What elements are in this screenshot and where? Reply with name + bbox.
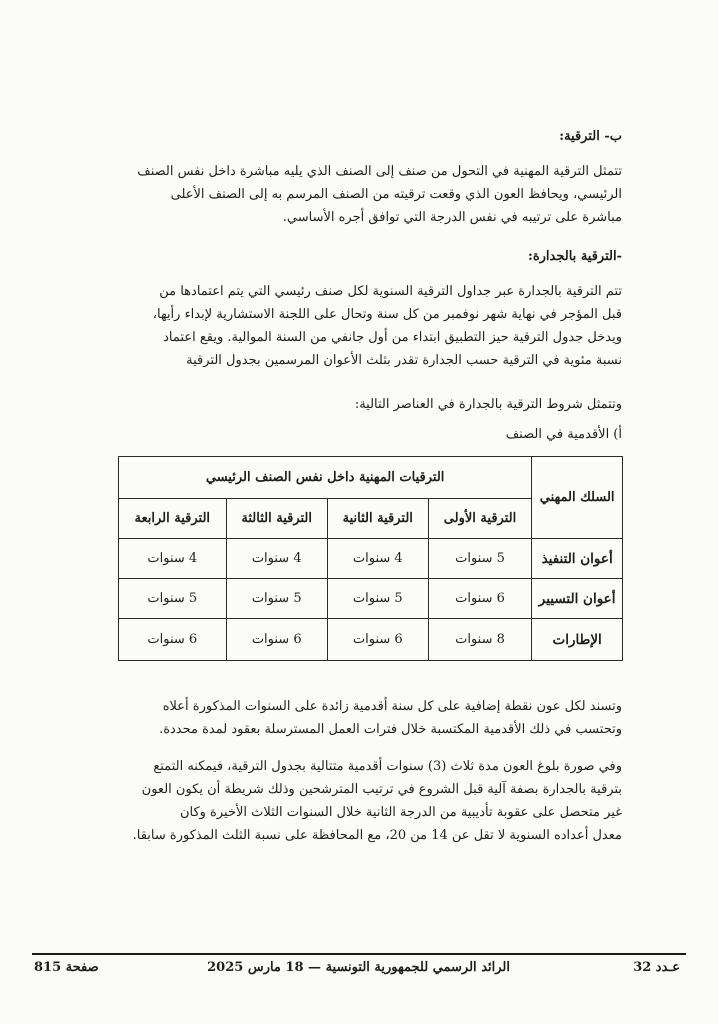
footer-page-number: صفحة 815 <box>34 960 99 975</box>
row-header: أعوان التسيير <box>532 579 623 619</box>
footer-issue-number: عـدد 32 <box>633 960 680 975</box>
row-header: الإطارات <box>532 619 623 661</box>
text-line: ويدخل جدول الترقية حيز التطبيق ابتداء من أول جانفي من السنة الموالية. ويقع اعتماد <box>163 330 622 345</box>
table-cell: 6 سنوات <box>119 619 227 661</box>
table-header-corps: السلك المهني <box>532 457 623 539</box>
table-cell: 5 سنوات <box>327 579 428 619</box>
table-cell: 4 سنوات <box>327 539 428 579</box>
section-heading-promotion: ب- الترقية: <box>559 129 622 144</box>
text-line: وتحتسب في ذلك الأقدمية المكتسبة خلال فترات العمل المسترسلة بعقود لمدة محددة. <box>159 722 622 737</box>
text-line: بترقية بالجدارة بصفة آلية قبل الشروع في ترتيب المترشحين وذلك شريطة أن يكون العون <box>141 782 622 797</box>
table-cell: 5 سنوات <box>119 579 227 619</box>
paragraph-merit <box>90 280 622 372</box>
text-line: معدل أعداده السنوية لا تقل عن 14 من 20، مع المحافظة على نسبة الثلث المذكورة سابقا. <box>132 828 622 843</box>
text-line: نسبة مئوية في الترقية حسب الجدارة تقدر بثلث الأعوان المرسمين بجدول الترقية <box>186 353 622 368</box>
row-header: أعوان التنفيذ <box>532 539 623 579</box>
footer-divider <box>32 953 686 955</box>
text-line: وتسند لكل عون نقطة إضافية على كل سنة أقدمية زائدة على السنوات المذكورة أعلاه <box>162 699 622 714</box>
text-line: وفي صورة بلوغ العون مدة ثلاث (3) سنوات أقدمية متتالية بجدول الترقية، فيمكنه التمتع <box>153 759 622 774</box>
table-cell: 4 سنوات <box>226 539 327 579</box>
table-row <box>119 579 623 619</box>
table-header-col: الترقية الأولى <box>428 499 532 539</box>
table-cell: 4 سنوات <box>119 539 227 579</box>
table-header-col: الترقية الثانية <box>327 499 428 539</box>
footer-journal-title: الرائد الرسمي للجمهورية التونسية — 18 مارس 2025 <box>207 960 510 975</box>
table-cell: 6 سنوات <box>428 579 532 619</box>
conditions-intro: وتتمثل شروط الترقية بالجدارة في العناصر التالية: <box>354 397 622 412</box>
paragraph-extra-point <box>90 695 622 741</box>
table-cell: 6 سنوات <box>226 619 327 661</box>
section-heading-merit: -الترقية بالجدارة: <box>528 249 622 264</box>
table-cell: 5 سنوات <box>428 539 532 579</box>
table-row <box>119 619 623 661</box>
table-row <box>119 539 623 579</box>
table-header-col: الترقية الثالثة <box>226 499 327 539</box>
list-item-seniority: أ) الأقدمية في الصنف <box>505 427 622 442</box>
text-line: تتم الترقية بالجدارة عبر جداول الترقية السنوية لكل صنف رئيسي التي يتم اعتمادها من <box>159 284 622 299</box>
table-cell: 6 سنوات <box>327 619 428 661</box>
paragraph-automatic-promotion <box>90 755 622 847</box>
table-cell: 5 سنوات <box>226 579 327 619</box>
text-line: الرئيسي، ويحافظ العون الذي وقعت ترقيته من الصنف المرسم به إلى الصنف الأعلى <box>170 187 622 202</box>
promotion-table <box>118 456 623 661</box>
text-line: قبل المؤجر في نهاية شهر نوفمبر من كل سنة وتحال على اللجنة الاستشارية لإبداء رأيها، <box>152 307 622 322</box>
table-header-col: الترقية الرابعة <box>119 499 227 539</box>
text-line: تتمثل الترقية المهنية في التحول من صنف إلى الصنف الذي يليه مباشرة داخل نفس الصنف <box>137 164 622 179</box>
text-line: غير متحصل على عقوبة تأديبية من الدرجة الثانية خلال السنوات الثلاث الأخيرة وكان <box>179 805 622 820</box>
text-line: مباشرة على ترتيبه في نفس الدرجة التي توافق أجره الأساسي. <box>282 210 622 225</box>
table-header-group: الترقيات المهنية داخل نفس الصنف الرئيسي <box>119 457 532 499</box>
table-cell: 8 سنوات <box>428 619 532 661</box>
paragraph-promotion-definition <box>90 160 622 229</box>
